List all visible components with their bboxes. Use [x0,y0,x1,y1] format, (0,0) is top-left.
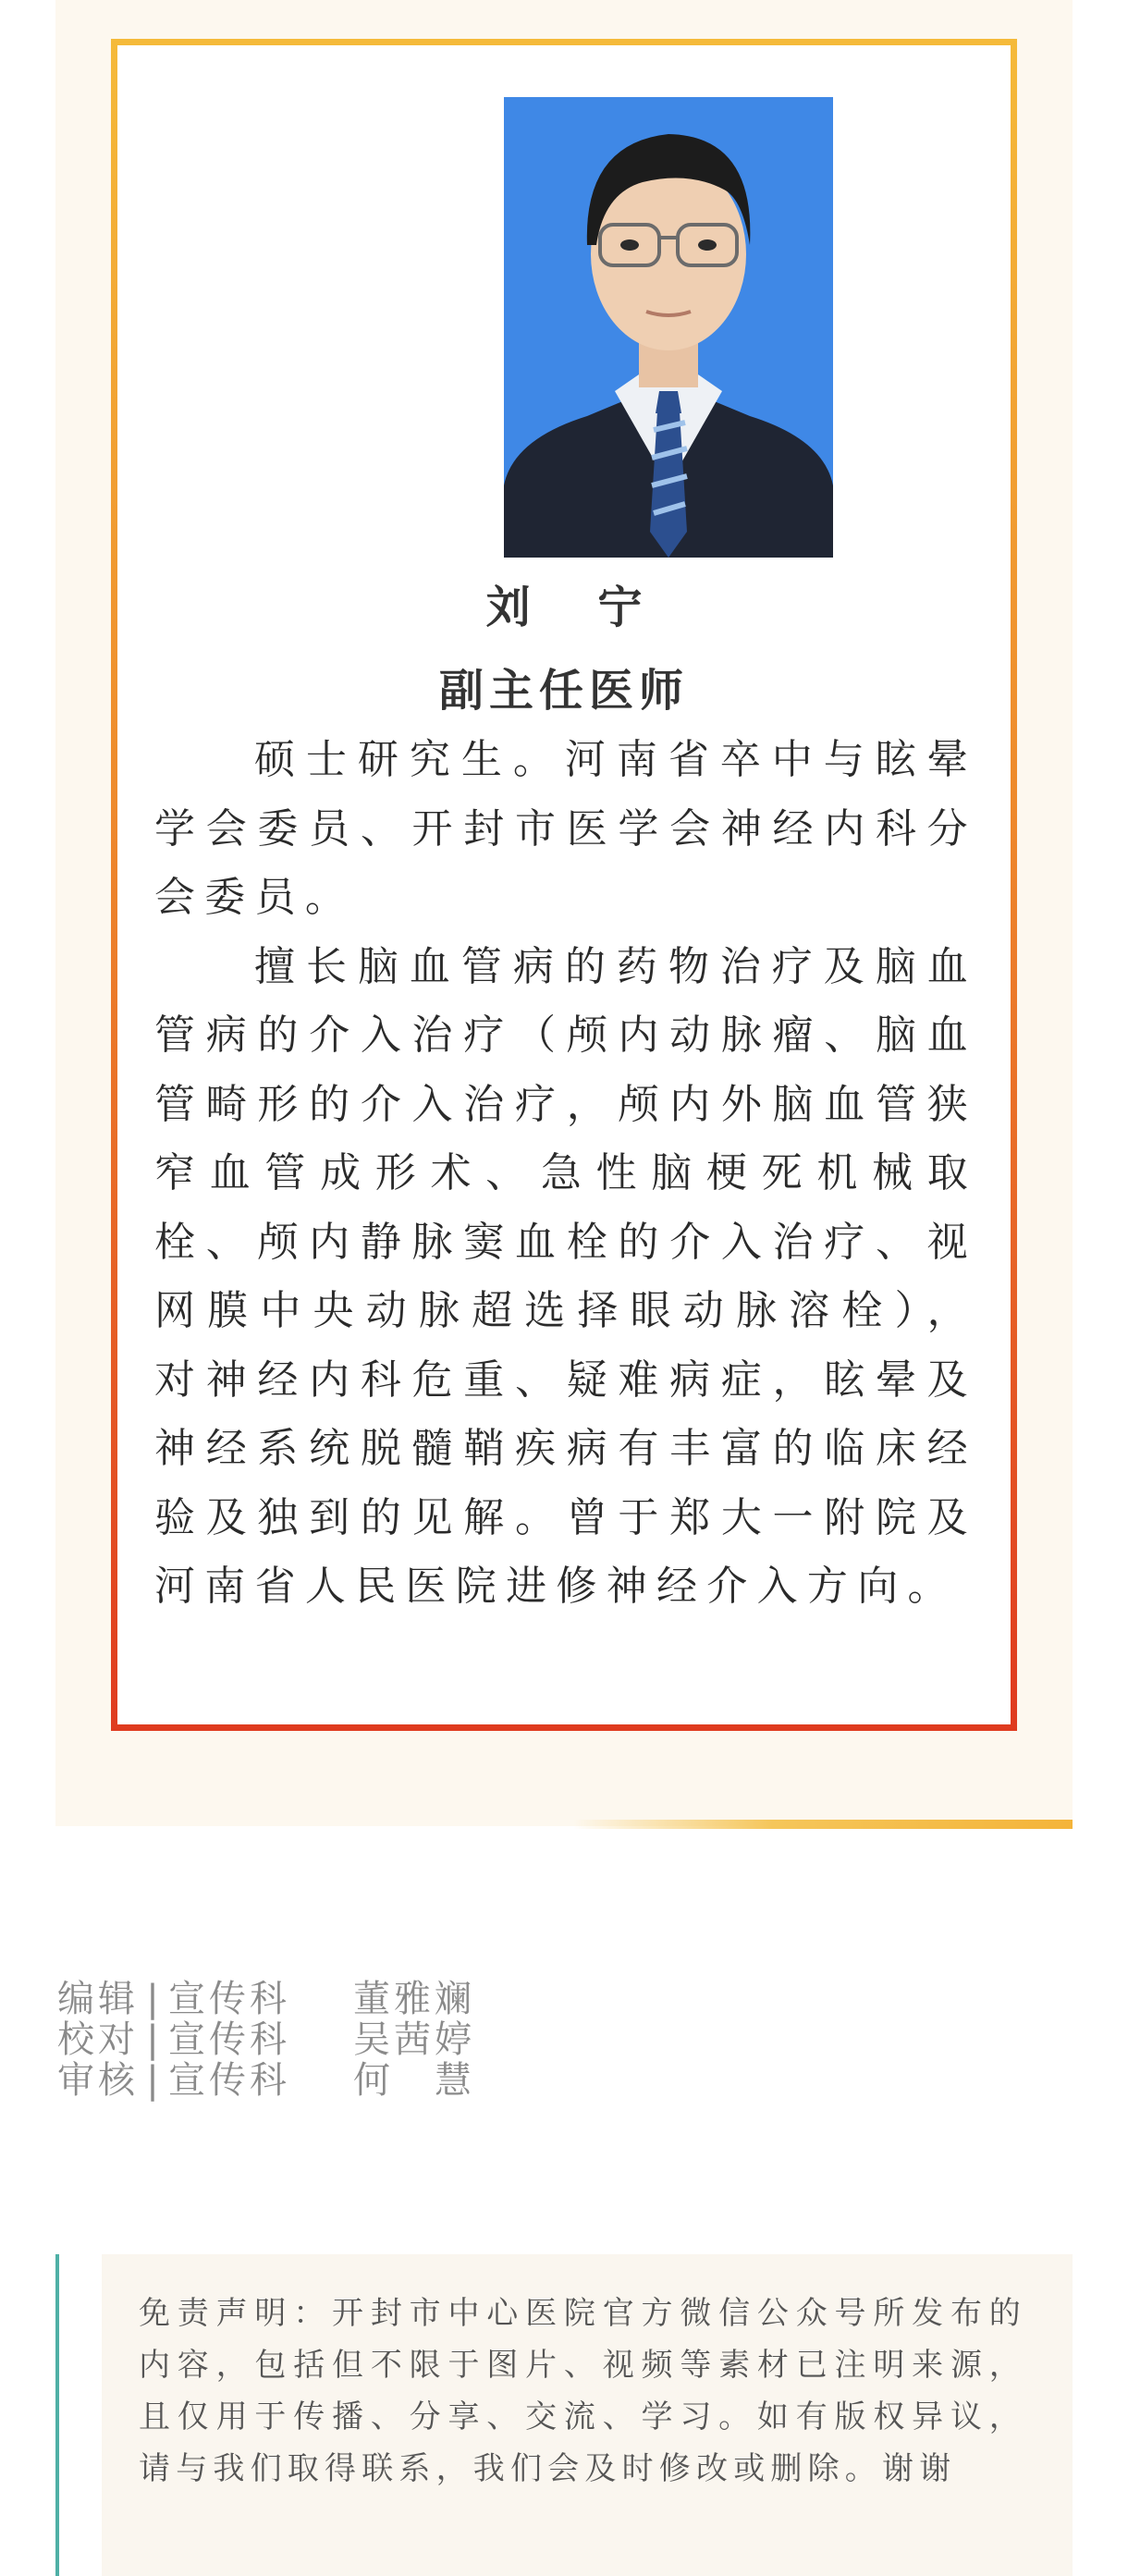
disclaimer-box [102,2254,1073,2576]
credit-label: 编辑 [57,1978,139,2020]
credit-person: 董雅斓 [353,1978,475,2020]
credit-separator: | [146,2059,163,2102]
credit-row-proofreader [57,2019,612,2060]
doctor-portrait [504,97,833,558]
accent-divider [573,1820,1073,1829]
disclaimer-text: 免责声明：开封市中心医院官方微信公众号所发布的内容，包括但不限于图片、视频等素材已注明来源，且仅用于传播、分享、交流、学习。如有版权异议，请与我们取得联系，我们会及时修改或删除。谢谢 [139,2295,1026,2487]
profile-frame [111,39,1017,1731]
disclaimer-accent-bar [55,2254,59,2576]
credit-label: 审核 [57,2059,139,2102]
doctor-bio [154,726,977,1622]
bio-paragraph-2: 擅长脑血管病的药物治疗及脑血管病的介入治疗（颅内动脉瘤、脑血管畸形的介入治疗，颅内外脑血管狭窄血管成形术、急性脑梗死机械取栓、颅内静脉窦血栓的介入治疗、视网膜中央动脉超选择眼动脉溶栓），对神经内科危重、疑难病症，眩晕及神经系统脱髓鞘疾病有丰富的临床经验及独到的见解。曾于郑大一附院及河南省人民医院进修神经介入方向。 [154,942,977,1610]
doctor-name: 刘 宁 [485,582,668,633]
credit-row-reviewer [57,2060,612,2101]
credit-person: 吴茜婷 [353,2018,475,2061]
credit-separator: | [146,1978,163,2020]
credit-label: 校对 [57,2018,139,2061]
credit-department: 宣传科 [168,1978,290,2020]
credit-department: 宣传科 [168,2059,290,2102]
credit-separator: | [146,2018,163,2061]
editorial-credits [57,1979,612,2101]
credit-person: 何 慧 [353,2059,475,2102]
doctor-title: 副主任医师 [438,665,689,717]
bio-paragraph-1: 硕士研究生。河南省卒中与眩晕学会委员、开封市医学会神经内科分会委员。 [154,736,977,921]
credit-department: 宣传科 [168,2018,290,2061]
credit-row-editor [57,1979,612,2019]
